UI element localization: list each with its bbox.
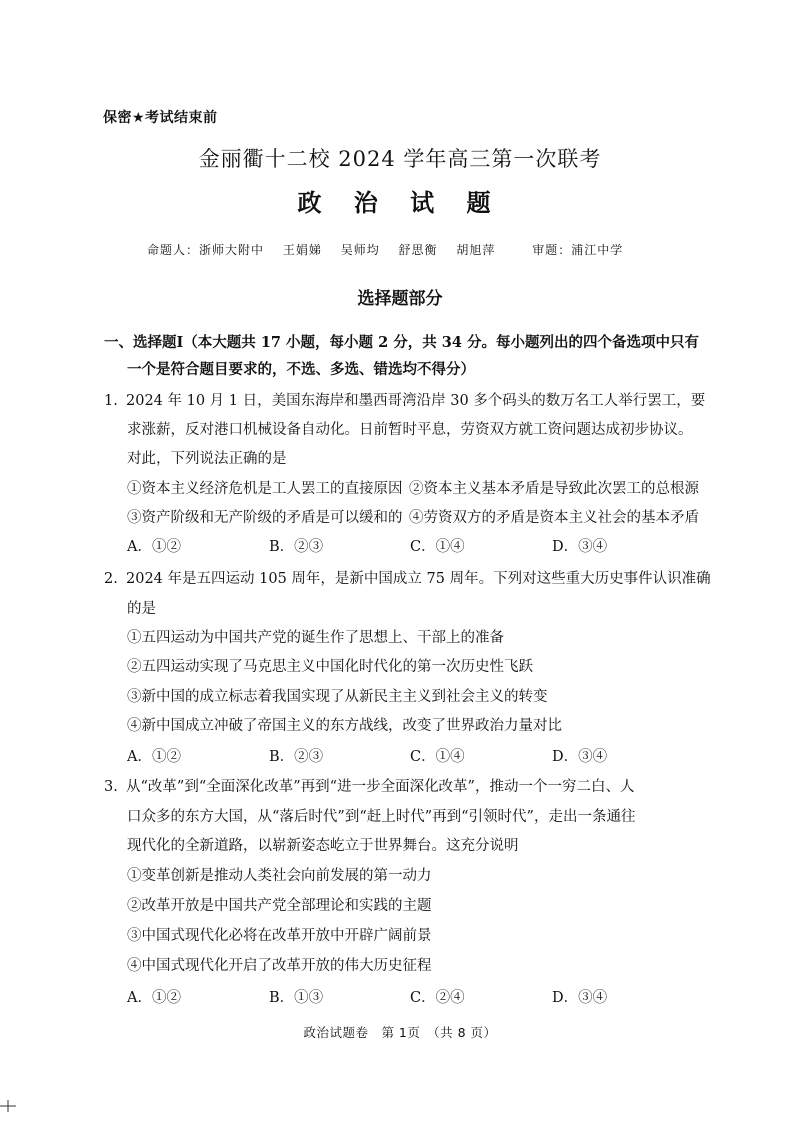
statement-3: ③中国式现代化必将在改革开放中开辟广阔前景 xyxy=(127,928,432,944)
reviewer-label: 审题：浦江中学 xyxy=(532,243,624,257)
statement-text: ④劳资双方的矛盾是资本主义社会的基本矛盾 xyxy=(409,510,699,526)
author-name: 吴师均 xyxy=(340,243,380,257)
exam-title: 金丽衢十二校 2024 学年高三第一次联考 xyxy=(198,147,602,171)
authors-label: 命题人：浙师大附中 xyxy=(147,243,265,257)
author-name: 王娟娣 xyxy=(282,243,322,257)
statement-2: ②五四运动实现了马克思主义中国化时代化的第一次历史性飞跃 xyxy=(127,659,533,675)
question-text: 从“改革”到“全面深化改革”再到“进一步全面深化改革”，推动一个一穷二白、人 xyxy=(126,779,635,795)
option-a[interactable]: A．①② xyxy=(127,539,181,555)
question-text: 现代化的全新道路，以崭新姿态屹立于世界舞台。这充分说明 xyxy=(127,838,519,854)
question-text: 口众多的东方大国，从“落后时代”到“赶上时代”再到“引领时代”，走出一条通往 xyxy=(127,809,636,825)
option-c[interactable]: C．②④ xyxy=(410,990,465,1006)
option-b[interactable]: B．②③ xyxy=(269,539,324,555)
question-number: 2. xyxy=(104,571,118,587)
subject-title: 政 治 试 题 xyxy=(297,189,503,217)
question-number: 3. xyxy=(104,779,118,795)
statement-1: ①变革创新是推动人类社会向前发展的第一动力 xyxy=(127,868,432,884)
option-b[interactable]: B．②③ xyxy=(269,749,324,765)
statement-4: ④中国式现代化开启了改革开放的伟大历史征程 xyxy=(127,958,432,974)
option-b[interactable]: B．①③ xyxy=(269,990,324,1006)
statement-3 xyxy=(127,506,699,527)
option-c[interactable]: C．①④ xyxy=(410,749,465,765)
option-c[interactable]: C．①④ xyxy=(410,539,465,555)
section-instruction-cont: 一个是符合题目要求的，不选、多选、错选均不得分） xyxy=(127,361,475,378)
statement-2: ②改革开放是中国共产党全部理论和实践的主题 xyxy=(127,898,432,914)
confidential-label: 保密★考试结束前 xyxy=(103,110,218,126)
statement-1: ①五四运动为中国共产党的诞生作了思想上、干部上的准备 xyxy=(127,630,504,646)
statement-1 xyxy=(127,477,699,498)
option-a[interactable]: A．①② xyxy=(127,749,181,765)
question-number: 1. xyxy=(104,393,118,409)
question-text: 2024 年 10 月 1 日，美国东海岸和墨西哥湾沿岸 30 多个码头的数万名工人举行罢工，要 xyxy=(126,393,706,409)
author-name: 舒思衡 xyxy=(398,243,438,257)
question-1-stem xyxy=(104,389,705,410)
section-instruction: 一、选择题Ⅰ（本大题共 17 小题，每小题 2 分，共 34 分。每小题列出的四个备选项中只有 xyxy=(104,334,700,351)
question-text: 的是 xyxy=(127,601,156,617)
statement-text: ②资本主义基本矛盾是导致此次罢工的总根源 xyxy=(409,481,699,497)
question-3-stem xyxy=(104,775,634,796)
question-2-stem xyxy=(104,567,711,588)
option-a[interactable]: A．①② xyxy=(127,990,181,1006)
author-name: 胡旭萍 xyxy=(456,243,496,257)
authors-line xyxy=(147,241,637,258)
statement-3: ③新中国的成立标志着我国实现了从新民主主义到社会主义的转变 xyxy=(127,689,548,705)
question-text: 对此，下列说法正确的是 xyxy=(127,451,287,467)
page-footer: 政治试题卷 第 1页 （共 8 页） xyxy=(303,1025,497,1040)
section-title: 选择题部分 xyxy=(357,289,443,309)
question-text: 求涨薪，反对港口机械设备自动化。日前暂时平息，劳资双方就工资问题达成初步协议。 xyxy=(127,422,693,438)
option-d[interactable]: D．③④ xyxy=(552,539,608,555)
option-d[interactable]: D．③④ xyxy=(552,990,608,1006)
crop-mark-icon xyxy=(0,1098,20,1118)
question-text: 2024 年是五四运动 105 周年，是新中国成立 75 周年。下列对这些重大历史事件认识准确 xyxy=(126,571,711,587)
statement-text: ①资本主义经济危机是工人罢工的直接原因 xyxy=(127,481,403,497)
option-d[interactable]: D．③④ xyxy=(552,749,608,765)
statement-4: ④新中国成立冲破了帝国主义的东方战线，改变了世界政治力量对比 xyxy=(127,718,562,734)
statement-text: ③资产阶级和无产阶级的矛盾是可以缓和的 xyxy=(127,510,403,526)
